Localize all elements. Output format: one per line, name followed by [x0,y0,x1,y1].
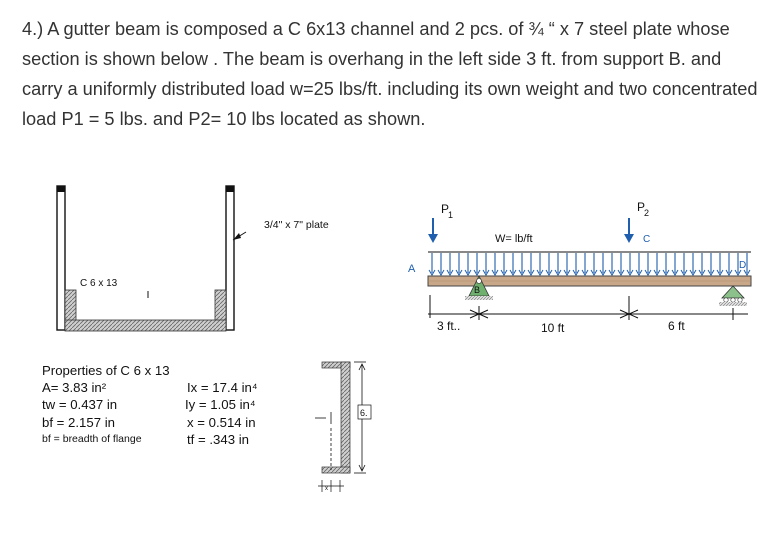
properties-title: Properties of C 6 x 13 [42,363,170,378]
load-label: W= lb/ft [495,233,533,245]
point-a-label: A [408,263,416,275]
channel-label: C 6 x 13 [80,278,118,289]
depth-label: 6. [360,408,368,418]
p1-label: P [441,202,450,216]
prop-area: A= 3.83 in² [42,380,107,396]
right-plate [226,186,234,330]
point-d-label: D [739,260,747,271]
prop-tf: tf = .343 in [187,431,249,447]
distributed-load-arrows [429,253,750,275]
point-b-label: B [474,285,481,295]
dim-middle: 10 ft [541,321,565,335]
point-c-label: C [643,234,651,245]
prop-ix: Ix = 17.4 in⁴ [187,380,258,396]
beam-drawing [408,200,751,335]
x-label: x [325,486,328,492]
p2-label: P [637,200,646,214]
channel-dimension-drawing [315,362,371,492]
dim-right: 6 ft [668,319,685,333]
problem-statement: 4.) A gutter beam is composed a C 6x13 channel and 2 pcs. of ¾ “ x 7 steel plate whose section is shown below . The beam is overhang in the left side 3 ft. from support B. and carry a uniformly distributed load w=25 lbs/ft. including its own weight and two concentrated load P1 = 5 lbs. and P2= 10 lbs located as shown. [22,19,758,129]
dim-overhang: 3 ft.. [437,319,461,333]
prop-x: x = 0.514 in [187,414,256,430]
plate-label: 3/4" x 7" plate [264,219,329,231]
prop-iy: Iy = 1.05 in⁴ [185,397,256,413]
prop-bf: bf = 2.157 in [42,414,115,430]
p2-subscript: 2 [644,208,650,218]
left-plate [57,186,65,330]
prop-bf-definition: bf = breadth of flange [42,432,142,445]
support-d [722,286,744,298]
prop-tw: tw = 0.437 in [42,397,118,413]
p1-subscript: 1 [448,210,454,220]
channel-web [65,320,226,331]
gutter-section-drawing [57,186,329,331]
